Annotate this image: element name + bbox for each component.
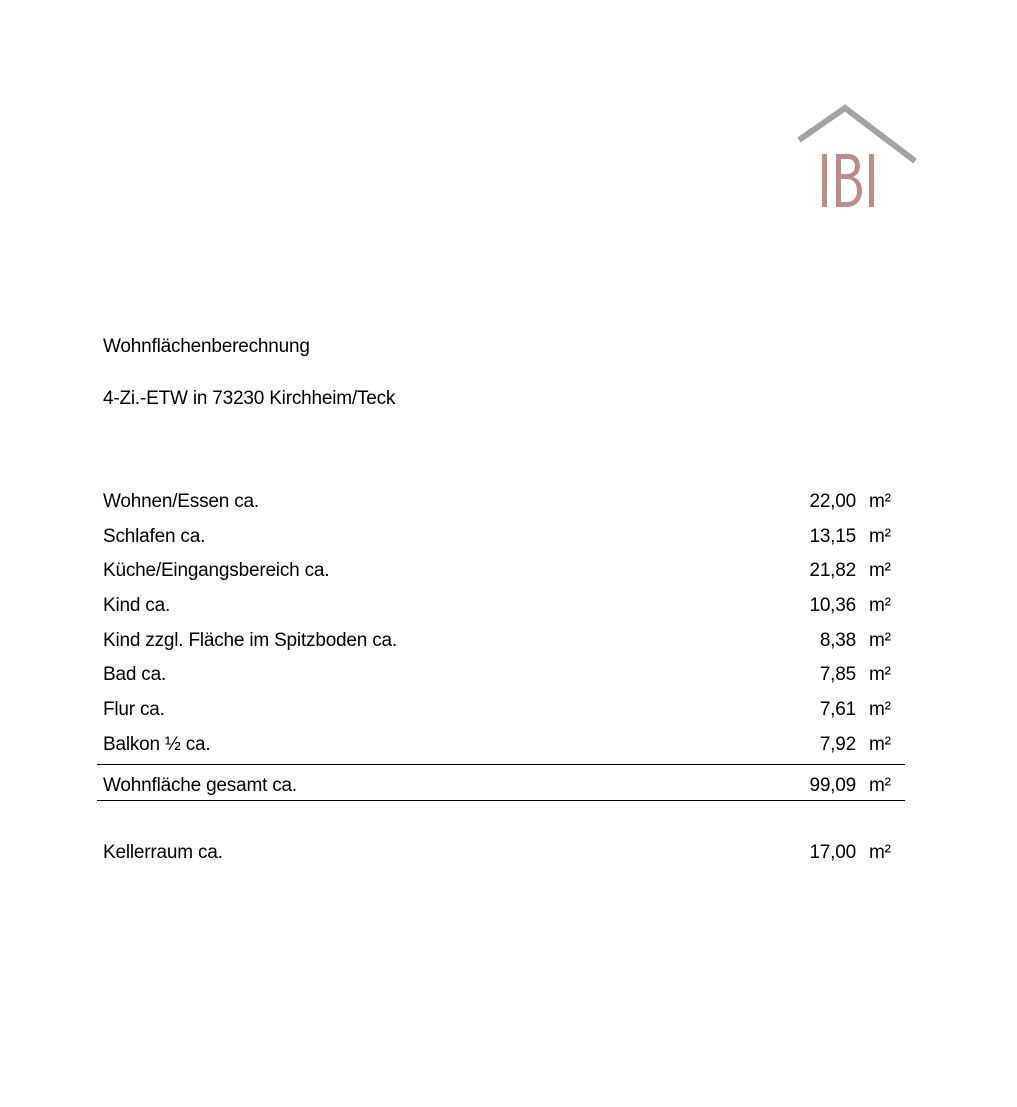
cellar-unit: m² xyxy=(869,841,891,863)
cellar-label: Kellerraum ca. xyxy=(103,841,223,863)
row-value: 7,85 xyxy=(819,664,856,686)
row-label: Bad ca. xyxy=(103,664,167,686)
row-value: 13,15 xyxy=(809,525,856,547)
table-row xyxy=(97,590,905,625)
total-row xyxy=(97,764,905,801)
logo-letters-ibi xyxy=(818,142,878,212)
cellar-value: 17,00 xyxy=(809,841,856,863)
row-label: Schlafen ca. xyxy=(103,525,206,547)
row-unit: m² xyxy=(869,699,891,721)
table-row xyxy=(97,694,905,729)
row-value: 7,92 xyxy=(819,733,856,755)
spacer xyxy=(97,801,905,837)
cellar-row xyxy=(97,837,905,872)
table-row xyxy=(97,486,905,521)
row-unit: m² xyxy=(869,560,891,582)
area-table xyxy=(97,486,905,871)
row-unit: m² xyxy=(869,733,891,755)
row-value: 7,61 xyxy=(819,699,856,721)
row-unit: m² xyxy=(869,595,891,617)
row-label: Flur ca. xyxy=(103,699,165,721)
table-row xyxy=(97,659,905,694)
row-value: 21,82 xyxy=(809,560,856,582)
row-value: 22,00 xyxy=(809,491,856,512)
row-value: 10,36 xyxy=(809,595,856,617)
row-value: 8,38 xyxy=(819,629,856,651)
document-subtitle: 4-Zi.-ETW in 73230 Kirchheim/Teck xyxy=(103,388,396,409)
row-unit: m² xyxy=(869,629,891,651)
row-label: Kind zzgl. Fläche im Spitzboden ca. xyxy=(103,629,397,651)
table-row xyxy=(97,729,905,764)
total-unit: m² xyxy=(869,774,891,796)
row-unit: m² xyxy=(869,491,891,512)
row-label: Küche/Eingangsbereich ca. xyxy=(103,560,330,582)
table-row xyxy=(97,521,905,556)
document-title: Wohnflächenberechnung xyxy=(103,336,310,357)
row-label: Balkon ½ ca. xyxy=(103,733,211,755)
company-logo xyxy=(796,104,920,210)
table-row xyxy=(97,555,905,590)
total-label: Wohnfläche gesamt ca. xyxy=(103,774,298,796)
table-row xyxy=(97,625,905,660)
row-unit: m² xyxy=(869,664,891,686)
row-label: Kind ca. xyxy=(103,595,171,617)
total-value: 99,09 xyxy=(809,774,856,796)
row-label: Wohnen/Essen ca. xyxy=(103,491,259,512)
row-unit: m² xyxy=(869,525,891,547)
